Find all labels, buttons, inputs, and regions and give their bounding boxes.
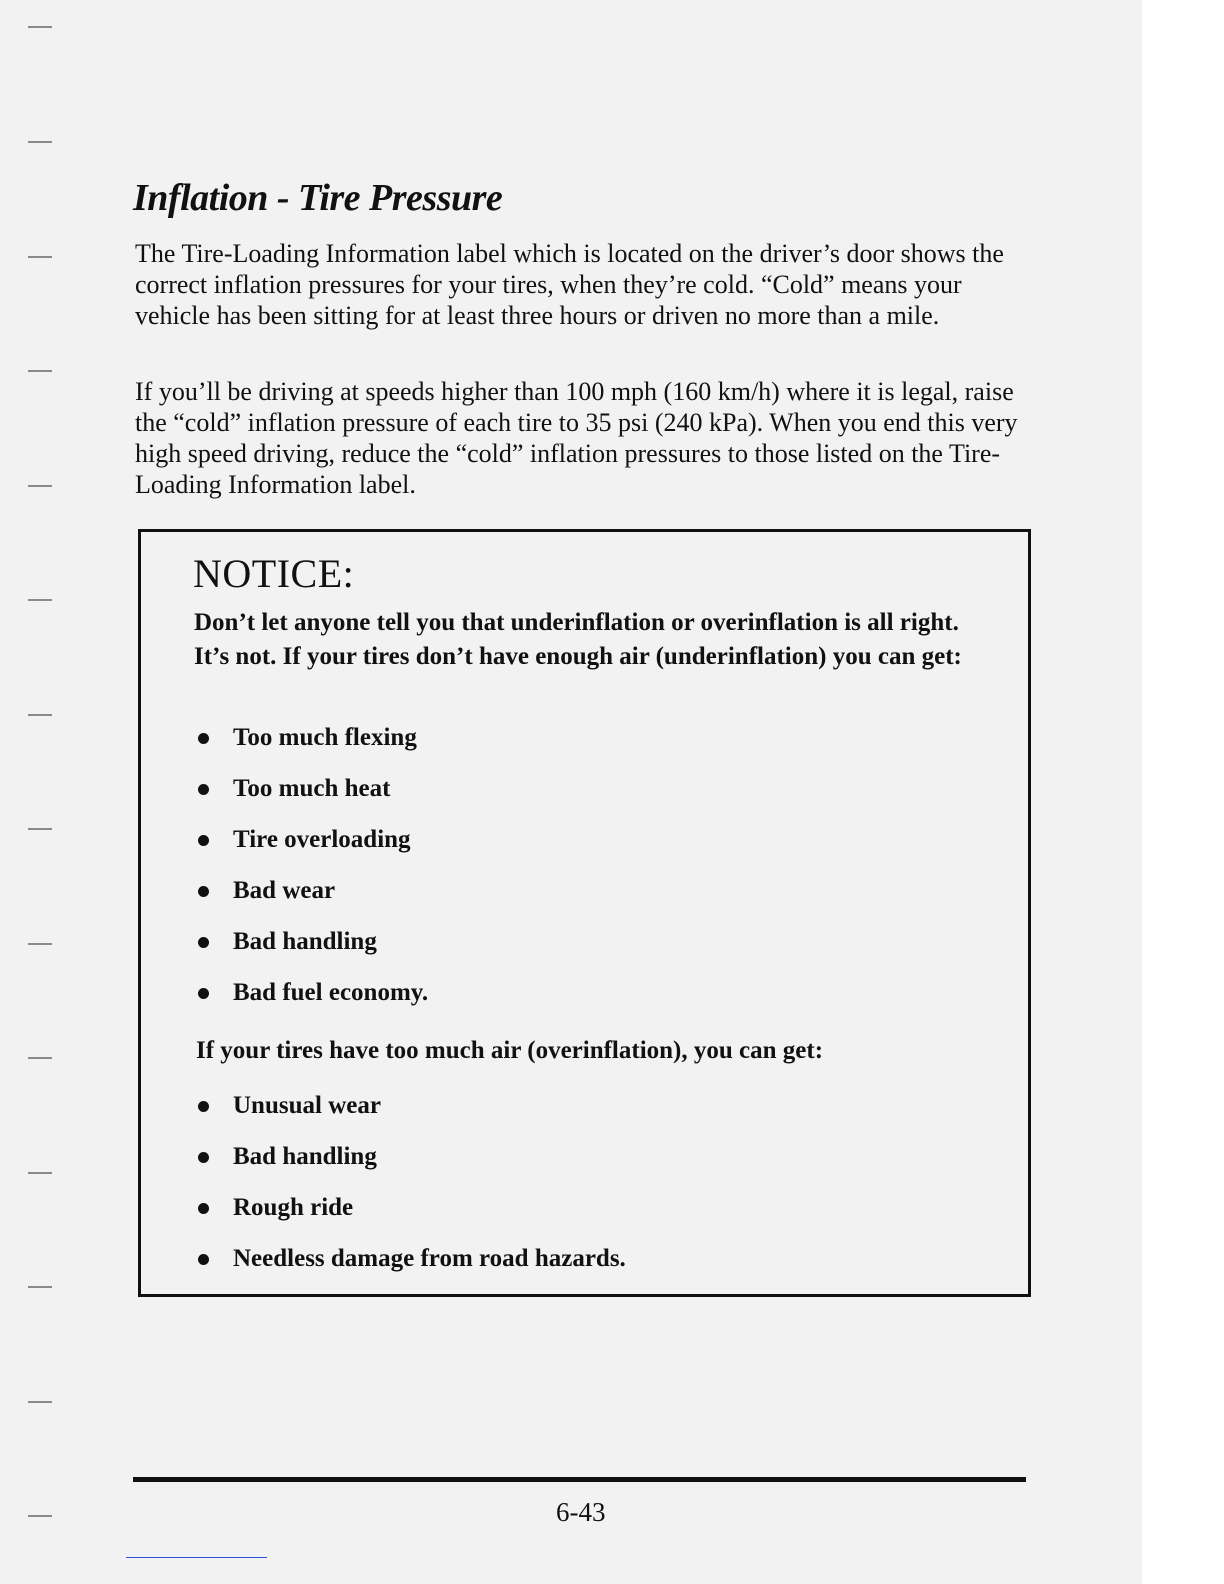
margin-tick <box>28 714 52 716</box>
bullet-icon <box>198 835 209 846</box>
notice-heading: NOTICE: <box>193 551 355 596</box>
page-number: 6-43 <box>556 1497 606 1527</box>
bullet-icon <box>198 733 209 744</box>
list-item <box>196 975 428 1026</box>
list-item-text: Too much heat <box>233 775 391 802</box>
list-item-text: Bad handling <box>233 1143 377 1170</box>
overinflation-intro: If your tires have too much air (overinflation), you can get: <box>196 1037 824 1064</box>
margin-tick <box>28 1057 52 1059</box>
list-item <box>196 720 428 771</box>
paragraph-cold-pressure: The Tire-Loading Information label which is located on the driver’s door shows the correct inflation pressures for your tires, when they’re cold. “Cold” means your vehicle has been sitting for at least three hours or driven no more than a mile. <box>135 239 1004 330</box>
list-item <box>196 1088 626 1139</box>
bullet-icon <box>198 1152 209 1163</box>
list-item-text: Needless damage from road hazards. <box>233 1245 626 1272</box>
margin-tick <box>28 828 52 830</box>
bullet-icon <box>198 784 209 795</box>
list-item-text: Bad handling <box>233 928 377 955</box>
margin-tick <box>28 370 52 372</box>
bullet-icon <box>198 1203 209 1214</box>
margin-tick <box>28 141 52 143</box>
overinflation-list <box>196 1088 626 1292</box>
margin-tick <box>28 1286 52 1288</box>
bullet-icon <box>198 1101 209 1112</box>
list-item <box>196 1241 626 1292</box>
bullet-icon <box>198 988 209 999</box>
bullet-icon <box>198 937 209 948</box>
footer-link-underline <box>126 1557 267 1558</box>
margin-tick <box>28 26 52 28</box>
bullet-icon <box>198 1254 209 1265</box>
margin-tick <box>28 943 52 945</box>
margin-tick <box>28 1515 52 1517</box>
margin-tick <box>28 1401 52 1403</box>
footer-rule <box>133 1477 1026 1482</box>
notice-box <box>138 529 1031 1297</box>
margin-tick <box>28 485 52 487</box>
list-item <box>196 822 428 873</box>
list-item-text: Bad fuel economy. <box>233 979 429 1006</box>
bullet-icon <box>198 886 209 897</box>
margin-tick <box>28 599 52 601</box>
underinflation-list <box>196 720 428 1026</box>
list-item-text: Bad wear <box>233 877 336 904</box>
section-title: Inflation - Tire Pressure <box>133 177 503 219</box>
paragraph-high-speed: If you’ll be driving at speeds higher than 100 mph (160 km/h) where it is legal, raise the “cold” inflation pressure of each tire to 35 psi (240 kPa). When you end this very high speed driving, reduce the “cold” inflation pressures to those listed on the Tire-Loading Information label. <box>135 377 1018 499</box>
list-item <box>196 924 428 975</box>
list-item <box>196 1139 626 1190</box>
margin-tick <box>28 256 52 258</box>
list-item <box>196 771 428 822</box>
list-item-text: Tire overloading <box>233 826 411 853</box>
notice-intro: Don’t let anyone tell you that underinflation or overinflation is all right. It’s not. If your tires don’t have enough air (underinflation) you can get: <box>194 609 962 670</box>
list-item <box>196 873 428 924</box>
list-item-text: Rough ride <box>233 1194 354 1221</box>
list-item-text: Too much flexing <box>233 724 417 751</box>
margin-tick <box>28 1172 52 1174</box>
list-item-text: Unusual wear <box>233 1092 381 1119</box>
list-item <box>196 1190 626 1241</box>
